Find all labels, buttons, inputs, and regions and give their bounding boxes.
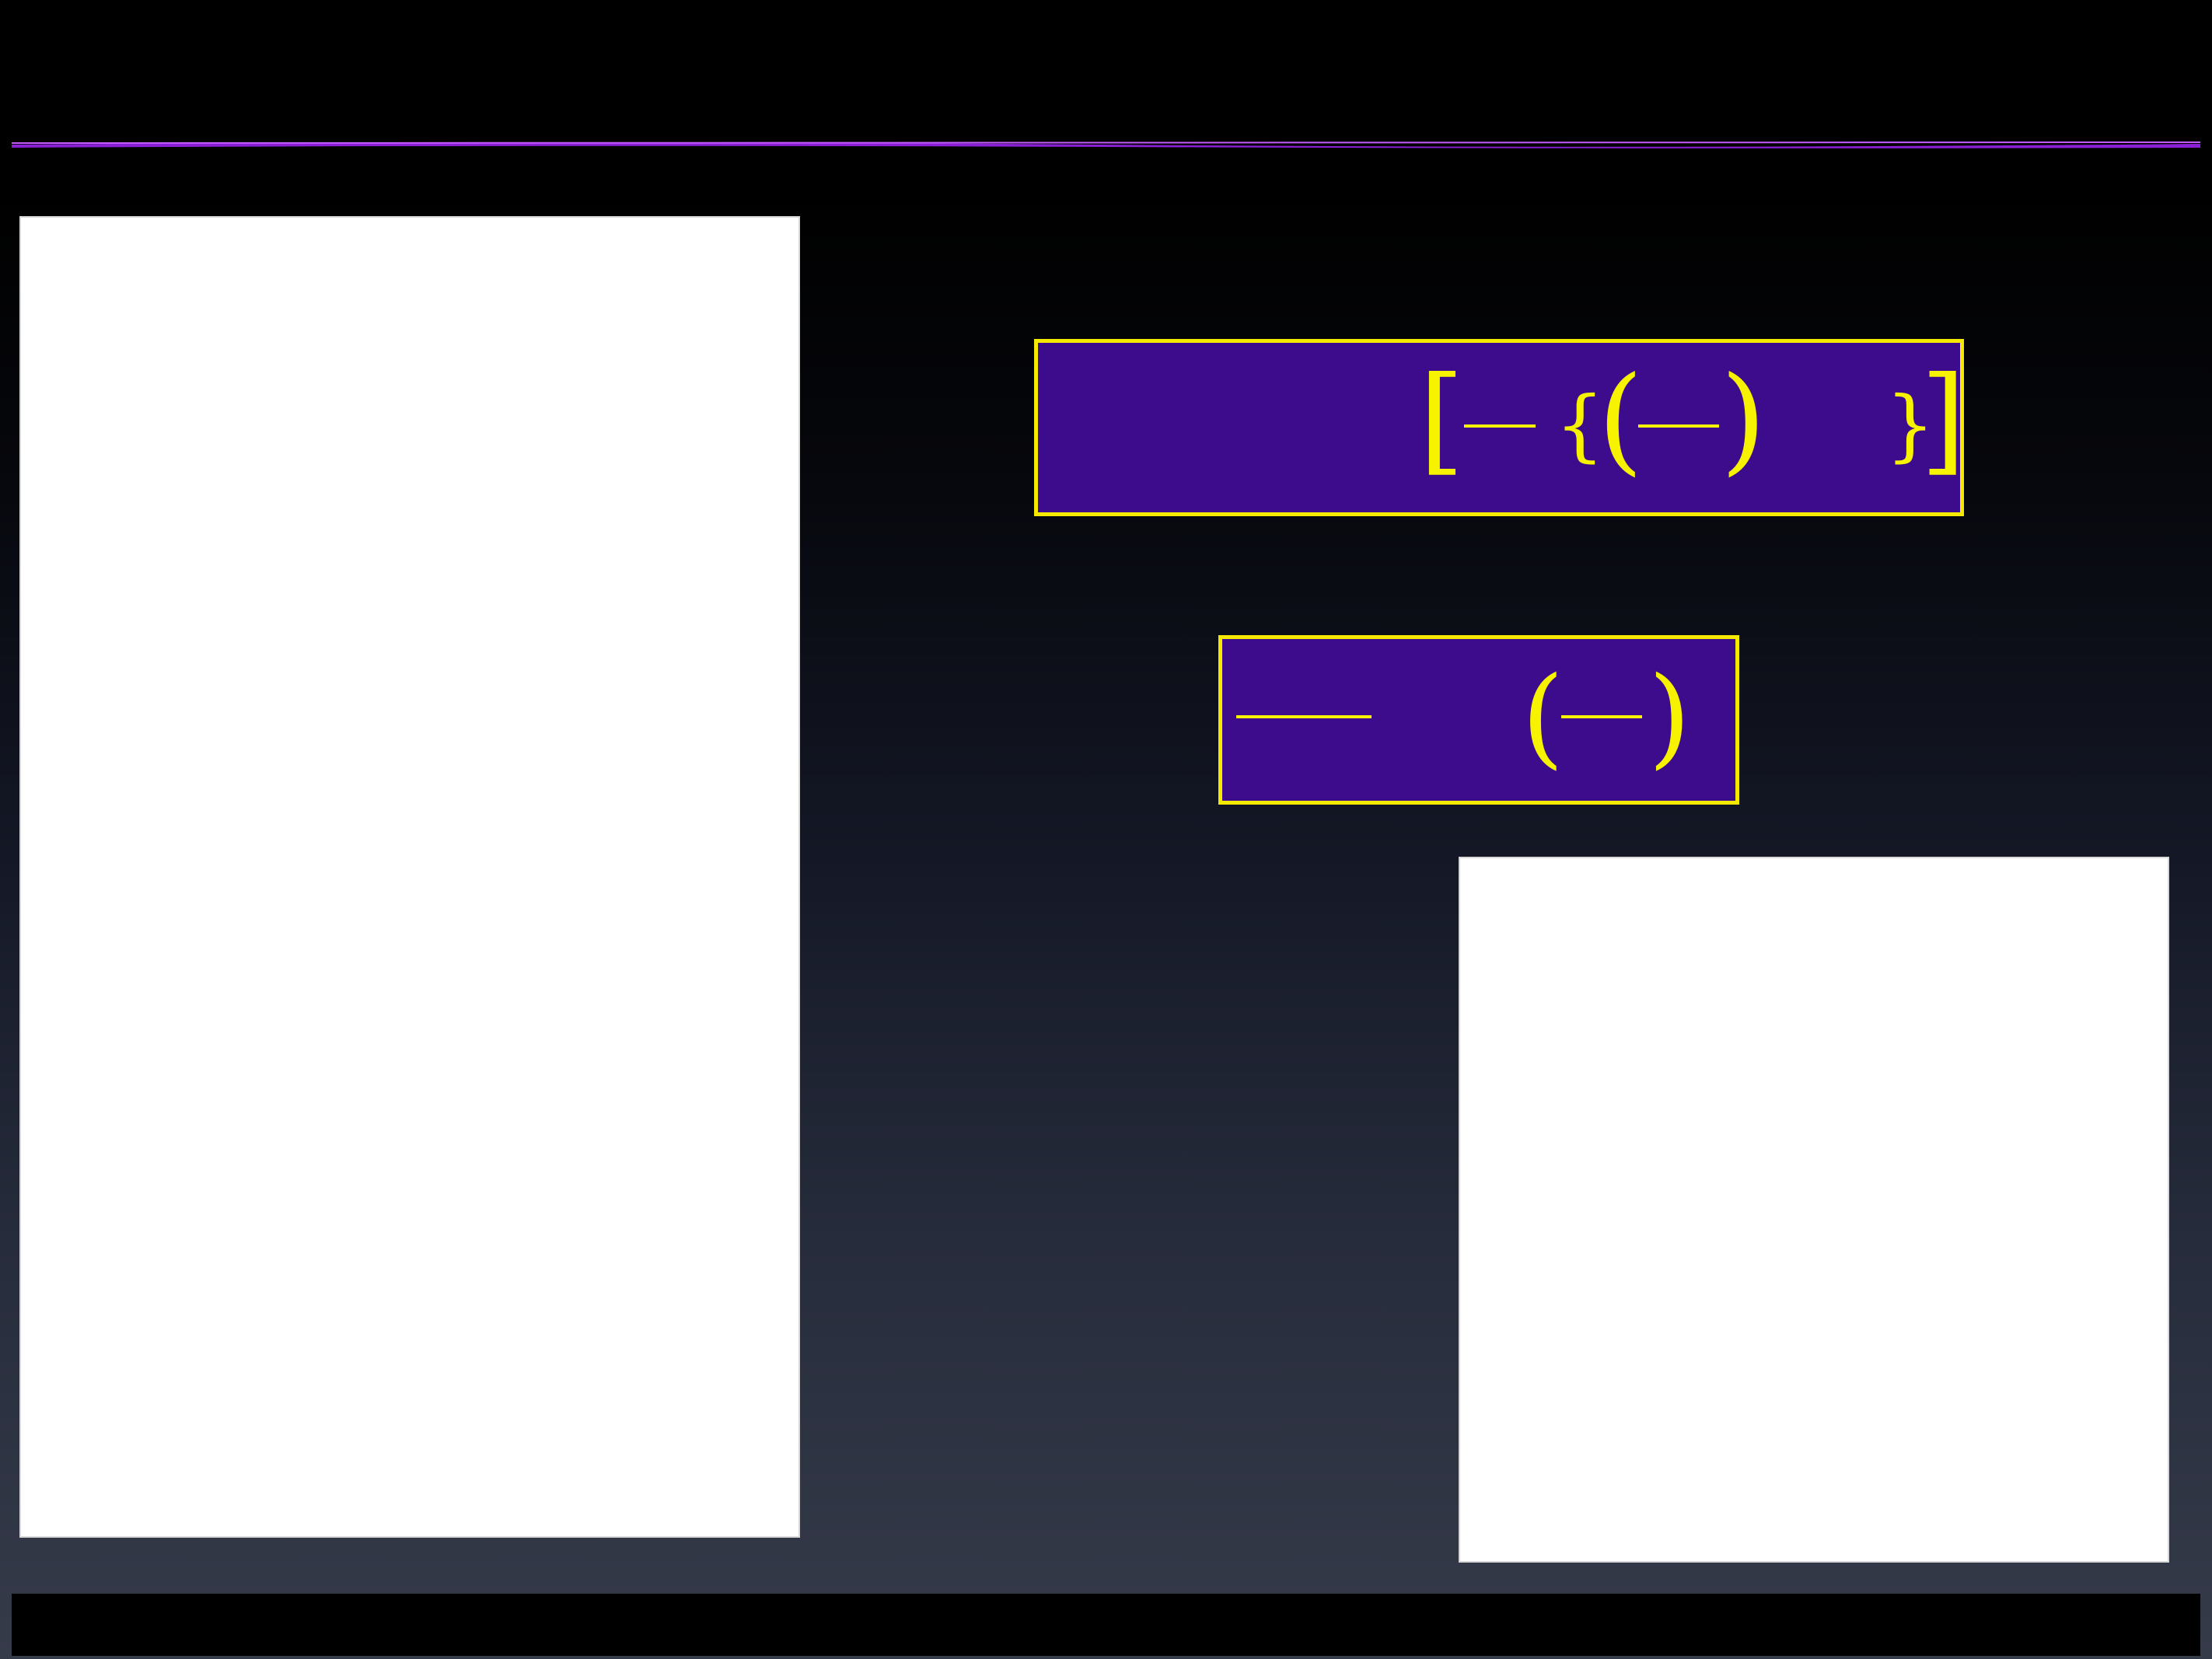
slope-profile-figure: [1459, 857, 2169, 1563]
footer-bar: [12, 1594, 2200, 1656]
eq-bracket-open: [: [1419, 352, 1465, 487]
density-profile-figure: [19, 216, 800, 1538]
eq-paren-open: (: [1598, 352, 1644, 487]
slope-chart: [1460, 858, 2168, 1561]
einasto-equation-box: [1034, 339, 1964, 516]
slope-equation: [1222, 639, 1735, 801]
eq-paren-close: ): [1721, 352, 1766, 487]
title-underline: [12, 138, 2200, 151]
eq-brace-open: {: [1555, 379, 1605, 470]
slope-eq-paren-open: (: [1522, 654, 1564, 781]
slope-eq-paren-close: ): [1648, 654, 1691, 781]
eq-brace-close: }: [1885, 379, 1935, 470]
einasto-equation: [1038, 343, 1966, 512]
eq-bracket-close: ]: [1920, 352, 1966, 487]
slope-equation-box: [1218, 635, 1739, 805]
density-chart: [21, 218, 798, 1536]
